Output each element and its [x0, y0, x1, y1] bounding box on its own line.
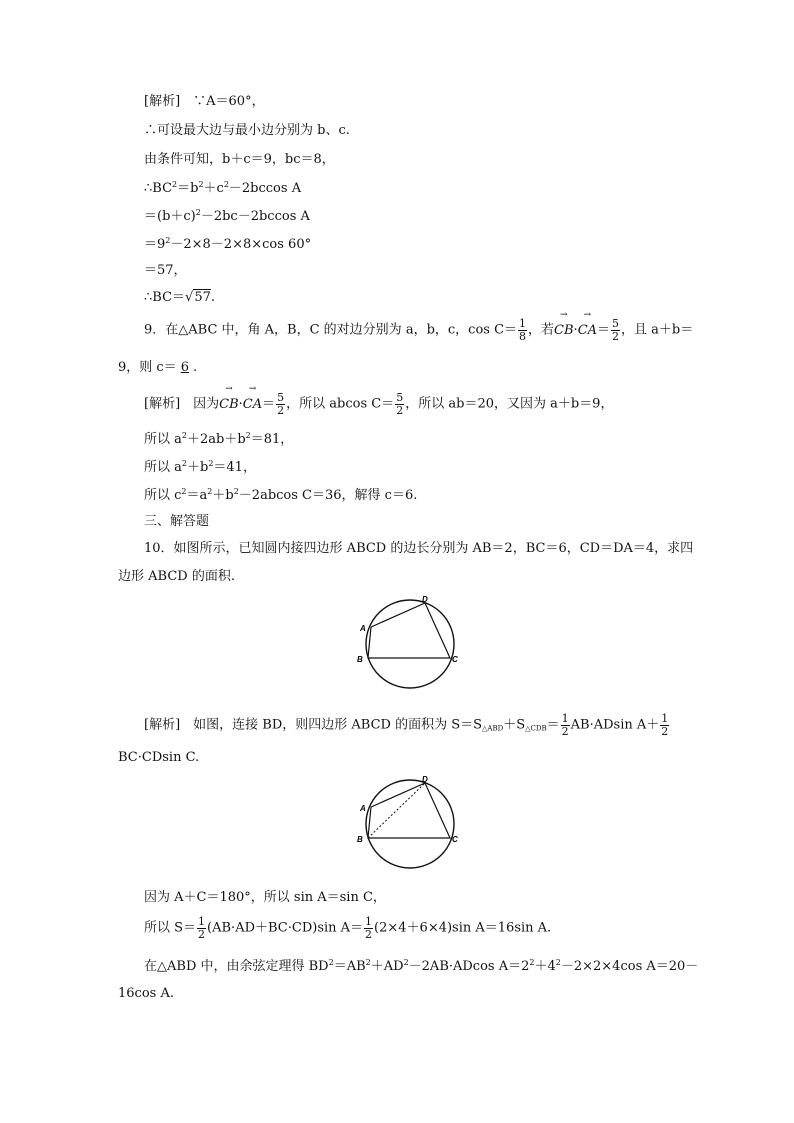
q10-line1: 10．如图所示，已知圆内接四边形 ABCD 的边长分别为 AB＝2，BC＝6，CD＝DA＝4，求四	[144, 541, 694, 556]
q10-line2: 边形 ABCD 的面积.	[118, 569, 235, 584]
exp: 2	[403, 958, 409, 967]
text: ，若	[528, 322, 555, 338]
text: ＋4	[534, 959, 556, 974]
exp: 2	[208, 459, 214, 468]
text: ＝	[546, 717, 560, 733]
vector: → CA	[243, 393, 262, 413]
text: 所以 a	[144, 432, 182, 447]
text: 9，则 c＝	[118, 360, 177, 375]
exp: 2	[207, 487, 213, 496]
text: ＝b	[177, 181, 199, 196]
text: －2bccos A	[228, 181, 302, 196]
fraction: $\frac{1}{2}$	[661, 712, 669, 738]
label-b: B	[357, 835, 363, 844]
text: ＝9	[144, 237, 166, 252]
label-b: B	[357, 655, 363, 664]
fraction: $\frac{5}{2}$	[612, 317, 620, 343]
fraction: $\frac{1}{2}$	[561, 712, 569, 738]
section-heading: 三、解答题	[144, 514, 210, 529]
text: －2bc－2bccos A	[200, 209, 310, 224]
text: ＝	[262, 396, 276, 412]
exp: 2	[198, 180, 204, 189]
answer-blank: 6	[180, 360, 189, 375]
text: .	[210, 290, 215, 305]
fraction: $\frac{5}{2}$	[277, 391, 285, 417]
sol9-line3	[144, 459, 256, 476]
exp: 2	[195, 208, 201, 217]
circle-quadrilateral-diagonal-figure	[350, 774, 470, 874]
exp: 2	[555, 958, 561, 967]
sol10-line5	[144, 958, 698, 975]
text: 在△ABD 中，由余弦定理得 BD	[144, 959, 329, 974]
q9-line2	[118, 360, 197, 376]
circumcircle	[366, 780, 454, 868]
sol10-line4	[144, 916, 551, 940]
text: ，所以 ab＝20，又因为 a＋b＝9，	[405, 396, 614, 412]
subscript: △CDB	[525, 724, 547, 733]
exp: 2	[223, 180, 229, 189]
exp: 2	[181, 487, 187, 496]
text: ，且 a＋b＝	[621, 322, 694, 338]
label-c: C	[452, 835, 458, 844]
text: (AB·AD＋BC·CD)sin A＝	[207, 920, 364, 936]
label-d: D	[422, 595, 428, 604]
text: ＋S	[503, 717, 526, 733]
text: ＋AD	[370, 959, 404, 974]
sol8-line3: 由条件可知，b＋c＝9，bc＝8，	[144, 152, 335, 167]
dot: ·	[573, 322, 578, 338]
text: ∴BC	[144, 181, 173, 196]
exp: 2	[328, 958, 334, 967]
text: ＋b	[186, 460, 209, 475]
diagonal-bd	[368, 783, 425, 838]
sqrt-radicand: 57	[194, 290, 211, 305]
dot: ·	[238, 396, 243, 412]
vector: → CB	[219, 393, 239, 413]
text: 所以 a	[144, 460, 182, 475]
vector: → CA	[578, 319, 597, 339]
vector: → CB	[554, 319, 574, 339]
sol9-line4	[144, 487, 417, 504]
exp: 2	[181, 459, 187, 468]
exp: 2	[365, 958, 371, 967]
fraction: $\frac{1}{8}$	[519, 317, 527, 343]
text: 所以 S＝	[144, 920, 197, 936]
text: ＋b	[212, 488, 234, 503]
exp: 2	[233, 487, 239, 496]
text: AB·ADsin A＋	[570, 717, 660, 733]
text: ＝	[597, 322, 611, 338]
text: ＋c	[203, 181, 224, 196]
text: [解析] 因为	[144, 396, 220, 412]
sol8-line7: ＝57，	[144, 263, 187, 278]
sol8-line2: ∴可设最大边与最小边分别为 b、c.	[144, 123, 350, 138]
sol8-line8: ∴BC＝√57.	[144, 290, 215, 305]
text: ＝81，	[250, 432, 294, 447]
label-c: C	[452, 655, 458, 664]
text: ∴BC＝	[144, 290, 186, 305]
sol8-line4	[144, 180, 301, 197]
sol9-line1	[144, 392, 613, 416]
text: ＝AB	[333, 959, 366, 974]
sol9-line2	[144, 431, 293, 448]
label-a: A	[360, 624, 366, 633]
exp: 2	[172, 180, 178, 189]
fraction: $\frac{1}{2}$	[365, 915, 373, 941]
label-a: A	[360, 804, 366, 813]
exp: 2	[245, 431, 251, 440]
fraction: $\frac{1}{2}$	[198, 915, 206, 941]
text: －2×2×4cos A＝20－	[560, 959, 699, 974]
sol10-line3: 因为 A＋C＝180°，所以 sin A＝sin C，	[144, 890, 386, 905]
text: 9．在△ABC 中，角 A，B，C 的对边分别为 a，b，c，cos C＝	[144, 322, 518, 338]
text: 所以 c	[144, 488, 182, 503]
sol8-line1: [解析] ∵A＝60°，	[144, 94, 265, 109]
text: －2abcos C＝36，解得 c＝6.	[238, 488, 418, 503]
text: ＝a	[186, 488, 208, 503]
q9-line1	[144, 318, 693, 342]
sol10-line1	[144, 713, 670, 737]
sol10-line6: 16cos A.	[118, 986, 174, 1001]
text: －2×8－2×8×cos 60°	[170, 237, 312, 252]
sol10-line2: BC·CDsin C.	[118, 750, 200, 765]
text: ＝(b＋c)	[144, 209, 196, 224]
text: ，所以 abcos C＝	[286, 396, 395, 412]
sol8-line6	[144, 236, 311, 253]
text: －2AB·ADcos A＝2	[408, 959, 530, 974]
subscript: △ABD	[482, 724, 504, 733]
text: ＝41，	[213, 460, 256, 475]
text: ＋2ab＋b	[186, 432, 246, 447]
label-d: D	[422, 775, 428, 784]
exp: 2	[165, 236, 171, 245]
sol8-line5	[144, 208, 310, 225]
exp: 2	[529, 958, 535, 967]
circumcircle	[366, 600, 454, 688]
text: (2×4＋6×4)sin A＝16sin A.	[374, 920, 552, 936]
fraction: $\frac{5}{2}$	[396, 391, 404, 417]
text: [解析] 如图，连接 BD，则四边形 ABCD 的面积为 S＝S	[144, 717, 483, 733]
circle-quadrilateral-figure	[350, 594, 470, 694]
exp: 2	[181, 431, 187, 440]
text: .	[192, 360, 198, 375]
